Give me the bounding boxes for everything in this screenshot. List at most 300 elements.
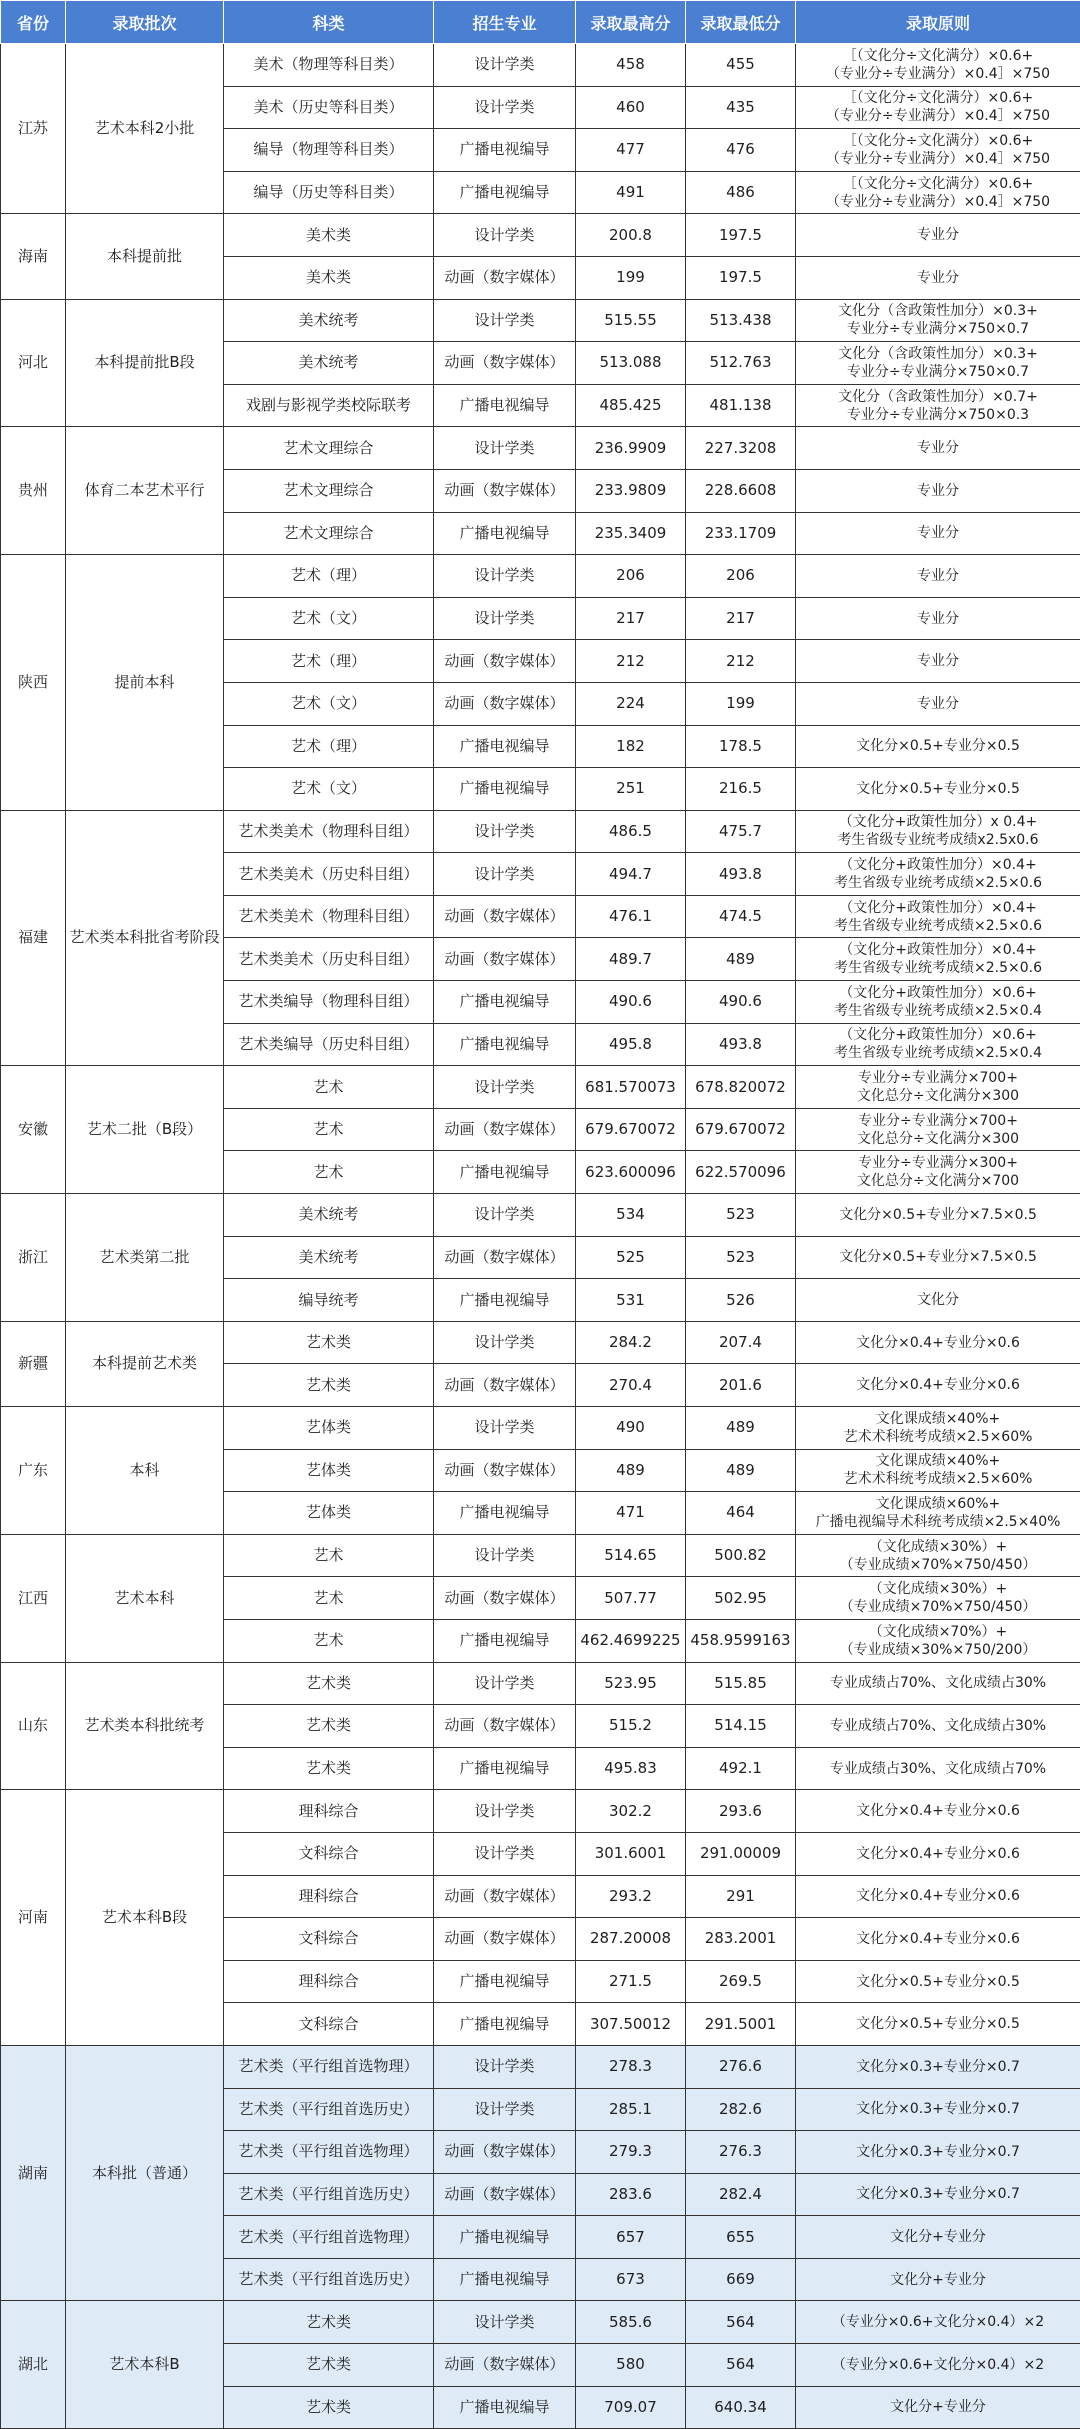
major-cell: 广播电视编导: [434, 1619, 576, 1662]
rule-cell: 文化分×0.4+专业分×0.6: [796, 1790, 1080, 1833]
major-cell: 广播电视编导: [434, 171, 576, 214]
min-score-cell: 679.670072: [686, 1108, 796, 1151]
province-cell: 新疆: [1, 1321, 66, 1406]
major-cell: 设计学类: [434, 1534, 576, 1577]
table-row: [1, 1321, 1080, 1364]
rule-cell: 文化分×0.5+专业分×0.5: [796, 2003, 1080, 2046]
batch-cell: 本科提前批B段: [66, 299, 224, 427]
category-cell: 编导（历史等科目类）: [224, 171, 434, 214]
max-score-cell: 284.2: [576, 1321, 686, 1364]
rule-cell: 文化分×0.3+专业分×0.7: [796, 2088, 1080, 2131]
min-score-cell: 475.7: [686, 810, 796, 853]
category-cell: 艺术类: [224, 2386, 434, 2429]
table-row: [1, 1662, 1080, 1705]
min-score-cell: 293.6: [686, 1790, 796, 1833]
min-score-cell: 492.1: [686, 1747, 796, 1790]
rule-cell: 文化分×0.5+专业分×7.5×0.5: [796, 1236, 1080, 1279]
rule-cell: 文化分×0.4+专业分×0.6: [796, 1364, 1080, 1407]
max-score-cell: 673: [576, 2258, 686, 2301]
max-score-cell: 217: [576, 597, 686, 640]
category-cell: 文科综合: [224, 2003, 434, 2046]
rule-cell: 专业分: [796, 469, 1080, 512]
rule-cell: 文化分+专业分: [796, 2386, 1080, 2429]
rule-cell: 文化分+专业分: [796, 2216, 1080, 2259]
major-cell: 动画（数字媒体）: [434, 2344, 576, 2387]
table-row: [1, 214, 1080, 257]
rule-cell: 文化分（含政策性加分）×0.3+ 专业分÷专业满分×750×0.7: [796, 342, 1080, 385]
table-row: [1, 427, 1080, 470]
category-cell: 艺术类美术（物理科目组）: [224, 810, 434, 853]
max-score-cell: 212: [576, 640, 686, 683]
major-cell: 动画（数字媒体）: [434, 1236, 576, 1279]
category-cell: 美术类: [224, 214, 434, 257]
category-cell: 艺术: [224, 1619, 434, 1662]
category-cell: 美术统考: [224, 1236, 434, 1279]
table-row: [1, 44, 1080, 87]
major-cell: 动画（数字媒体）: [434, 2131, 576, 2174]
min-score-cell: 669: [686, 2258, 796, 2301]
header-rule: 录取原则: [796, 1, 1080, 44]
table-row: [1, 1194, 1080, 1237]
major-cell: 广播电视编导: [434, 1960, 576, 2003]
rule-cell: 文化分×0.4+专业分×0.6: [796, 1875, 1080, 1918]
max-score-cell: 490.6: [576, 981, 686, 1024]
max-score-cell: 514.65: [576, 1534, 686, 1577]
max-score-cell: 681.570073: [576, 1066, 686, 1109]
rule-cell: （文化分+政策性加分）×0.4+ 考生省级专业统考成绩×2.5×0.6: [796, 853, 1080, 896]
max-score-cell: 293.2: [576, 1875, 686, 1918]
rule-cell: 文化分×0.5+专业分×0.5: [796, 768, 1080, 811]
major-cell: 广播电视编导: [434, 2003, 576, 2046]
category-cell: 编导统考: [224, 1279, 434, 1322]
max-score-cell: 534: [576, 1194, 686, 1237]
category-cell: 艺术类美术（历史科目组）: [224, 853, 434, 896]
max-score-cell: 287.20008: [576, 1918, 686, 1961]
major-cell: 设计学类: [434, 1662, 576, 1705]
rule-cell: （文化分+政策性加分）×0.6+ 考生省级专业统考成绩×2.5×0.4: [796, 981, 1080, 1024]
min-score-cell: 291: [686, 1875, 796, 1918]
batch-cell: 艺术二批（B段）: [66, 1066, 224, 1194]
category-cell: 理科综合: [224, 1960, 434, 2003]
min-score-cell: 486: [686, 171, 796, 214]
max-score-cell: 206: [576, 555, 686, 598]
province-cell: 江苏: [1, 44, 66, 214]
max-score-cell: 251: [576, 768, 686, 811]
major-cell: 动画（数字媒体）: [434, 1449, 576, 1492]
major-cell: 设计学类: [434, 810, 576, 853]
major-cell: 设计学类: [434, 1321, 576, 1364]
rule-cell: 文化课成绩×40%+ 艺术术科统考成绩×2.5×60%: [796, 1449, 1080, 1492]
min-score-cell: 523: [686, 1236, 796, 1279]
rule-cell: 专业分: [796, 512, 1080, 555]
max-score-cell: 507.77: [576, 1577, 686, 1620]
rule-cell: （专业分×0.6+文化分×0.4）×2: [796, 2344, 1080, 2387]
major-cell: 广播电视编导: [434, 2258, 576, 2301]
province-cell: 福建: [1, 810, 66, 1066]
min-score-cell: 269.5: [686, 1960, 796, 2003]
province-cell: 陕西: [1, 555, 66, 811]
min-score-cell: 489: [686, 938, 796, 981]
min-score-cell: 455: [686, 44, 796, 87]
major-cell: 动画（数字媒体）: [434, 469, 576, 512]
max-score-cell: 679.670072: [576, 1108, 686, 1151]
rule-cell: 专业成绩占30%、文化成绩占70%: [796, 1747, 1080, 1790]
category-cell: 艺术类（平行组首选历史）: [224, 2258, 434, 2301]
category-cell: 艺术（理）: [224, 555, 434, 598]
category-cell: 美术（物理等科目类）: [224, 44, 434, 87]
rule-cell: （专业分×0.6+文化分×0.4）×2: [796, 2301, 1080, 2344]
rule-cell: 专业分÷专业满分×300+ 文化总分÷文化满分×700: [796, 1151, 1080, 1194]
max-score-cell: 233.9809: [576, 469, 686, 512]
category-cell: 艺术类编导（物理科目组）: [224, 981, 434, 1024]
max-score-cell: 302.2: [576, 1790, 686, 1833]
rule-cell: （文化分+政策性加分）×0.6+ 考生省级专业统考成绩×2.5×0.4: [796, 1023, 1080, 1066]
major-cell: 广播电视编导: [434, 2216, 576, 2259]
max-score-cell: 485.425: [576, 384, 686, 427]
province-cell: 浙江: [1, 1194, 66, 1322]
min-score-cell: 500.82: [686, 1534, 796, 1577]
major-cell: 动画（数字媒体）: [434, 256, 576, 299]
major-cell: 动画（数字媒体）: [434, 2173, 576, 2216]
max-score-cell: 531: [576, 1279, 686, 1322]
max-score-cell: 709.07: [576, 2386, 686, 2429]
header-major: 招生专业: [434, 1, 576, 44]
major-cell: 广播电视编导: [434, 768, 576, 811]
max-score-cell: 489.7: [576, 938, 686, 981]
rule-cell: 专业分: [796, 682, 1080, 725]
min-score-cell: 197.5: [686, 256, 796, 299]
major-cell: 设计学类: [434, 214, 576, 257]
category-cell: 艺术类（平行组首选物理）: [224, 2131, 434, 2174]
rule-cell: （文化分+政策性加分）×0.4+ 考生省级专业统考成绩×2.5×0.6: [796, 895, 1080, 938]
min-score-cell: 678.820072: [686, 1066, 796, 1109]
province-cell: 广东: [1, 1407, 66, 1535]
rule-cell: 专业分: [796, 256, 1080, 299]
max-score-cell: 491: [576, 171, 686, 214]
max-score-cell: 279.3: [576, 2131, 686, 2174]
category-cell: 艺术类: [224, 1321, 434, 1364]
category-cell: 美术统考: [224, 342, 434, 385]
max-score-cell: 182: [576, 725, 686, 768]
min-score-cell: 199: [686, 682, 796, 725]
batch-cell: 本科提前艺术类: [66, 1321, 224, 1406]
min-score-cell: 217: [686, 597, 796, 640]
max-score-cell: 489: [576, 1449, 686, 1492]
min-score-cell: 493.8: [686, 853, 796, 896]
table-row: [1, 810, 1080, 853]
rule-cell: 专业成绩占70%、文化成绩占30%: [796, 1705, 1080, 1748]
table-row: [1, 1066, 1080, 1109]
batch-cell: 艺术本科B: [66, 2301, 224, 2429]
major-cell: 设计学类: [434, 427, 576, 470]
category-cell: 编导（物理等科目类）: [224, 129, 434, 172]
rule-cell: 文化分: [796, 1279, 1080, 1322]
batch-cell: 体育二本艺术平行: [66, 427, 224, 555]
rule-cell: 文化分（含政策性加分）×0.3+ 专业分÷专业满分×750×0.7: [796, 299, 1080, 342]
major-cell: 广播电视编导: [434, 1747, 576, 1790]
min-score-cell: 283.2001: [686, 1918, 796, 1961]
category-cell: 艺术类（平行组首选历史）: [224, 2173, 434, 2216]
major-cell: 动画（数字媒体）: [434, 640, 576, 683]
max-score-cell: 199: [576, 256, 686, 299]
table-body: [1, 44, 1080, 2429]
header-max-score: 录取最高分: [576, 1, 686, 44]
max-score-cell: 580: [576, 2344, 686, 2387]
batch-cell: 艺术本科: [66, 1534, 224, 1662]
category-cell: 美术类: [224, 256, 434, 299]
batch-cell: 本科: [66, 1407, 224, 1535]
major-cell: 设计学类: [434, 44, 576, 87]
rule-cell: ［（文化分÷文化满分）×0.6+ （专业分÷专业满分）×0.4］×750: [796, 171, 1080, 214]
major-cell: 广播电视编导: [434, 1492, 576, 1535]
batch-cell: 艺术本科2小批: [66, 44, 224, 214]
min-score-cell: 474.5: [686, 895, 796, 938]
category-cell: 文科综合: [224, 1832, 434, 1875]
batch-cell: 提前本科: [66, 555, 224, 811]
category-cell: 艺术（文）: [224, 597, 434, 640]
rule-cell: 文化分×0.4+专业分×0.6: [796, 1918, 1080, 1961]
batch-cell: 艺术本科B段: [66, 1790, 224, 2046]
min-score-cell: 227.3208: [686, 427, 796, 470]
rule-cell: 文化分×0.5+专业分×7.5×0.5: [796, 1194, 1080, 1237]
category-cell: 艺术文理综合: [224, 427, 434, 470]
major-cell: 设计学类: [434, 2045, 576, 2088]
max-score-cell: 458: [576, 44, 686, 87]
major-cell: 动画（数字媒体）: [434, 342, 576, 385]
max-score-cell: 515.2: [576, 1705, 686, 1748]
category-cell: 艺术: [224, 1108, 434, 1151]
table-row: [1, 299, 1080, 342]
major-cell: 广播电视编导: [434, 512, 576, 555]
max-score-cell: 476.1: [576, 895, 686, 938]
min-score-cell: 216.5: [686, 768, 796, 811]
category-cell: 艺术类美术（历史科目组）: [224, 938, 434, 981]
major-cell: 广播电视编导: [434, 725, 576, 768]
category-cell: 艺术类: [224, 1662, 434, 1705]
category-cell: 艺术文理综合: [224, 469, 434, 512]
rule-cell: 文化分（含政策性加分）×0.7+ 专业分÷专业满分×750×0.3: [796, 384, 1080, 427]
rule-cell: 专业分: [796, 214, 1080, 257]
category-cell: 艺术: [224, 1151, 434, 1194]
rule-cell: ［（文化分÷文化满分）×0.6+ （专业分÷专业满分）×0.4］×750: [796, 44, 1080, 87]
max-score-cell: 477: [576, 129, 686, 172]
major-cell: 广播电视编导: [434, 1151, 576, 1194]
rule-cell: 专业成绩占70%、文化成绩占30%: [796, 1662, 1080, 1705]
min-score-cell: 212: [686, 640, 796, 683]
min-score-cell: 458.9599163: [686, 1619, 796, 1662]
min-score-cell: 515.85: [686, 1662, 796, 1705]
major-cell: 设计学类: [434, 1066, 576, 1109]
min-score-cell: 490.6: [686, 981, 796, 1024]
rule-cell: 专业分: [796, 597, 1080, 640]
category-cell: 艺术类（平行组首选物理）: [224, 2216, 434, 2259]
category-cell: 艺体类: [224, 1407, 434, 1450]
rule-cell: 文化分×0.3+专业分×0.7: [796, 2131, 1080, 2174]
max-score-cell: 301.6001: [576, 1832, 686, 1875]
category-cell: 艺体类: [224, 1492, 434, 1535]
min-score-cell: 502.95: [686, 1577, 796, 1620]
max-score-cell: 495.8: [576, 1023, 686, 1066]
major-cell: 设计学类: [434, 299, 576, 342]
major-cell: 动画（数字媒体）: [434, 1918, 576, 1961]
header-min-score: 录取最低分: [686, 1, 796, 44]
major-cell: 设计学类: [434, 1407, 576, 1450]
province-cell: 安徽: [1, 1066, 66, 1194]
max-score-cell: 585.6: [576, 2301, 686, 2344]
rule-cell: （文化分+政策性加分）x 0.4+ 考生省级专业统考成绩x2.5x0.6: [796, 810, 1080, 853]
min-score-cell: 655: [686, 2216, 796, 2259]
min-score-cell: 514.15: [686, 1705, 796, 1748]
category-cell: 艺术类（平行组首选历史）: [224, 2088, 434, 2131]
min-score-cell: 493.8: [686, 1023, 796, 1066]
max-score-cell: 495.83: [576, 1747, 686, 1790]
major-cell: 动画（数字媒体）: [434, 682, 576, 725]
rule-cell: 文化课成绩×40%+ 艺术术科统考成绩×2.5×60%: [796, 1407, 1080, 1450]
min-score-cell: 526: [686, 1279, 796, 1322]
category-cell: 艺术类编导（历史科目组）: [224, 1023, 434, 1066]
major-cell: 广播电视编导: [434, 2386, 576, 2429]
min-score-cell: 291.00009: [686, 1832, 796, 1875]
major-cell: 动画（数字媒体）: [434, 938, 576, 981]
province-cell: 贵州: [1, 427, 66, 555]
min-score-cell: 233.1709: [686, 512, 796, 555]
max-score-cell: 486.5: [576, 810, 686, 853]
min-score-cell: 622.570096: [686, 1151, 796, 1194]
major-cell: 设计学类: [434, 2301, 576, 2344]
min-score-cell: 207.4: [686, 1321, 796, 1364]
table-row: [1, 1534, 1080, 1577]
rule-cell: （文化成绩×70%）+ （专业成绩×30%×750/200）: [796, 1619, 1080, 1662]
max-score-cell: 657: [576, 2216, 686, 2259]
major-cell: 广播电视编导: [434, 1279, 576, 1322]
province-cell: 山东: [1, 1662, 66, 1790]
max-score-cell: 513.088: [576, 342, 686, 385]
category-cell: 艺术（文）: [224, 682, 434, 725]
max-score-cell: 515.55: [576, 299, 686, 342]
province-cell: 河南: [1, 1790, 66, 2046]
batch-cell: 艺术类第二批: [66, 1194, 224, 1322]
min-score-cell: 228.6608: [686, 469, 796, 512]
min-score-cell: 276.3: [686, 2131, 796, 2174]
min-score-cell: 282.6: [686, 2088, 796, 2131]
category-cell: 美术统考: [224, 299, 434, 342]
rule-cell: 专业分÷专业满分×700+ 文化总分÷文化满分×300: [796, 1108, 1080, 1151]
rule-cell: 文化分×0.3+专业分×0.7: [796, 2045, 1080, 2088]
min-score-cell: 523: [686, 1194, 796, 1237]
category-cell: 艺术: [224, 1577, 434, 1620]
table-row: [1, 2301, 1080, 2344]
min-score-cell: 640.34: [686, 2386, 796, 2429]
table-row: [1, 555, 1080, 598]
max-score-cell: 307.50012: [576, 2003, 686, 2046]
province-cell: 湖南: [1, 2045, 66, 2301]
min-score-cell: 564: [686, 2344, 796, 2387]
min-score-cell: 564: [686, 2301, 796, 2344]
major-cell: 动画（数字媒体）: [434, 1705, 576, 1748]
rule-cell: 专业分: [796, 555, 1080, 598]
batch-cell: 艺术类本科批省考阶段: [66, 810, 224, 1066]
max-score-cell: 490: [576, 1407, 686, 1450]
rule-cell: 专业分: [796, 640, 1080, 683]
min-score-cell: 476: [686, 129, 796, 172]
rule-cell: （文化分+政策性加分）×0.4+ 考生省级专业统考成绩×2.5×0.6: [796, 938, 1080, 981]
category-cell: 美术（历史等科目类）: [224, 86, 434, 129]
category-cell: 艺术类美术（物理科目组）: [224, 895, 434, 938]
table-row: [1, 2045, 1080, 2088]
max-score-cell: 200.8: [576, 214, 686, 257]
max-score-cell: 494.7: [576, 853, 686, 896]
max-score-cell: 285.1: [576, 2088, 686, 2131]
batch-cell: 本科批（普通）: [66, 2045, 224, 2301]
major-cell: 动画（数字媒体）: [434, 1108, 576, 1151]
max-score-cell: 471: [576, 1492, 686, 1535]
major-cell: 动画（数字媒体）: [434, 1875, 576, 1918]
min-score-cell: 291.5001: [686, 2003, 796, 2046]
major-cell: 广播电视编导: [434, 1023, 576, 1066]
min-score-cell: 206: [686, 555, 796, 598]
province-cell: 湖北: [1, 2301, 66, 2429]
major-cell: 广播电视编导: [434, 129, 576, 172]
rule-cell: 文化课成绩×60%+ 广播电视编导术科统考成绩×2.5×40%: [796, 1492, 1080, 1535]
rule-cell: ［（文化分÷文化满分）×0.6+ （专业分÷专业满分）×0.4］×750: [796, 86, 1080, 129]
category-cell: 理科综合: [224, 1790, 434, 1833]
province-cell: 海南: [1, 214, 66, 299]
rule-cell: 文化分×0.5+专业分×0.5: [796, 1960, 1080, 2003]
min-score-cell: 282.4: [686, 2173, 796, 2216]
max-score-cell: 235.3409: [576, 512, 686, 555]
category-cell: 艺术类: [224, 1747, 434, 1790]
max-score-cell: 283.6: [576, 2173, 686, 2216]
rule-cell: 专业分÷专业满分×700+ 文化总分÷文化满分×300: [796, 1066, 1080, 1109]
category-cell: 戏剧与影视学类校际联考: [224, 384, 434, 427]
major-cell: 设计学类: [434, 2088, 576, 2131]
category-cell: 艺术: [224, 1066, 434, 1109]
min-score-cell: 201.6: [686, 1364, 796, 1407]
max-score-cell: 236.9909: [576, 427, 686, 470]
max-score-cell: 462.4699225: [576, 1619, 686, 1662]
rule-cell: 文化分×0.3+专业分×0.7: [796, 2173, 1080, 2216]
max-score-cell: 460: [576, 86, 686, 129]
max-score-cell: 523.95: [576, 1662, 686, 1705]
major-cell: 设计学类: [434, 1832, 576, 1875]
category-cell: 艺术类: [224, 1364, 434, 1407]
min-score-cell: 197.5: [686, 214, 796, 257]
category-cell: 文科综合: [224, 1918, 434, 1961]
rule-cell: 文化分×0.5+专业分×0.5: [796, 725, 1080, 768]
category-cell: 艺术: [224, 1534, 434, 1577]
major-cell: 设计学类: [434, 555, 576, 598]
major-cell: 广播电视编导: [434, 384, 576, 427]
rule-cell: 文化分+专业分: [796, 2258, 1080, 2301]
category-cell: 艺术（理）: [224, 725, 434, 768]
batch-cell: 本科提前批: [66, 214, 224, 299]
table-row: [1, 1407, 1080, 1450]
min-score-cell: 489: [686, 1407, 796, 1450]
category-cell: 艺术类（平行组首选物理）: [224, 2045, 434, 2088]
rule-cell: （文化成绩×30%）+ （专业成绩×70%×750/450）: [796, 1577, 1080, 1620]
major-cell: 设计学类: [434, 1194, 576, 1237]
major-cell: 设计学类: [434, 853, 576, 896]
max-score-cell: 271.5: [576, 1960, 686, 2003]
rule-cell: 文化分×0.4+专业分×0.6: [796, 1321, 1080, 1364]
min-score-cell: 512.763: [686, 342, 796, 385]
category-cell: 艺术（文）: [224, 768, 434, 811]
category-cell: 艺术类: [224, 2344, 434, 2387]
major-cell: 广播电视编导: [434, 981, 576, 1024]
min-score-cell: 178.5: [686, 725, 796, 768]
header-row: [1, 1, 1080, 44]
category-cell: 艺术文理综合: [224, 512, 434, 555]
